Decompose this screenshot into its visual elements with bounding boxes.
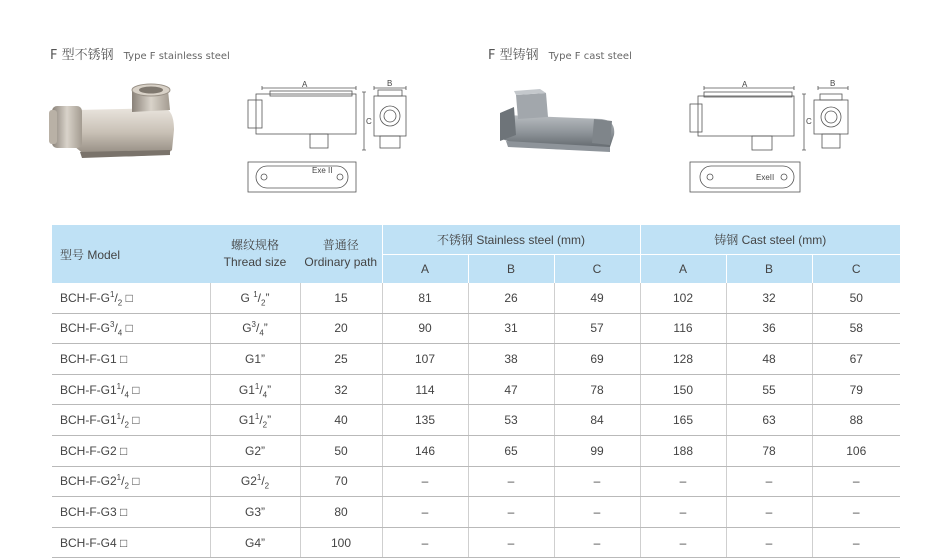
cell-cast-a: 128 [640,344,726,375]
header-cast-a: A [640,255,726,284]
thread-sub: 2 [262,420,268,430]
thread-sub: 4 [259,328,264,338]
thread-base: G1 [244,351,261,366]
cell-cast-b: 78 [726,435,812,466]
model-sup: 1 [110,289,115,299]
model-base: BCH-F-G2 [60,443,117,458]
cell-model [52,344,210,375]
cell-cast-a: – [640,466,726,497]
spec-table-body [52,283,900,558]
cell-stainless-a: – [382,497,468,528]
stainless-section-title [50,44,230,63]
model-sup: 3 [110,320,115,330]
stainless-dimension-drawing [246,78,416,198]
thread-base: G3 [244,504,261,519]
thread-tail: ” [267,413,272,428]
thread-frac: / [259,382,263,397]
cell-ordinary-path: 32 [300,374,382,405]
cell-cast-b: 48 [726,344,812,375]
model-base: BCH-F-G3 [60,504,117,519]
thread-sup: 3 [251,320,256,330]
header-thread-en: Thread size [223,255,287,269]
header-stainless-b: B [468,255,554,284]
stainless-dim-a: A [302,80,308,89]
model-frac: / [114,290,118,305]
cell-stainless-c: 69 [554,344,640,375]
stainless-title-en: Type F stainless steel [123,51,230,62]
cell-stainless-b: – [468,497,554,528]
cast-section-title [488,44,632,63]
cell-thread-size [210,497,300,528]
cell-model [52,374,210,405]
cell-stainless-a: 90 [382,313,468,344]
stainless-title-zh: F 型不锈钢 [50,48,114,63]
stainless-dim-c: C [366,117,372,126]
model-sub: 2 [124,420,129,430]
cell-cast-b: 36 [726,313,812,344]
thread-sub: 4 [262,389,268,399]
table-row [52,497,900,528]
model-frac: / [121,382,125,397]
model-sup: 1 [116,412,122,422]
cell-thread-size [210,313,300,344]
cell-stainless-c: – [554,527,640,558]
cast-title-en: Type F cast steel [548,51,632,62]
model-frac: / [114,321,118,336]
cell-stainless-a: 107 [382,344,468,375]
table-row [52,527,900,558]
cell-ordinary-path: 50 [300,435,382,466]
thread-frac: / [257,290,261,305]
model-base: BCH-F-G4 [60,535,117,550]
cell-ordinary-path: 100 [300,527,382,558]
cell-model [52,435,210,466]
cell-model [52,497,210,528]
model-box: □ [116,443,128,458]
cell-cast-b: 55 [726,374,812,405]
cell-thread-size [210,466,300,497]
thread-base: G [240,290,254,305]
thread-tail: ” [267,382,272,397]
header-cast-c: C [812,255,900,284]
cell-model [52,313,210,344]
cast-product-photo [494,85,619,160]
header-path-en: Ordinary path [304,255,378,269]
cell-ordinary-path: 80 [300,497,382,528]
cell-cast-c: – [812,527,900,558]
cell-stainless-a: 114 [382,374,468,405]
model-box: □ [128,413,140,428]
thread-sub: 2 [264,481,270,491]
cell-stainless-c: – [554,466,640,497]
cell-stainless-b: 26 [468,283,554,313]
model-sub: 2 [117,298,123,308]
cast-title-zh: F 型铸钢 [488,48,539,63]
thread-tail: ” [265,290,270,305]
header-path-zh: 普通径 [322,238,359,252]
cast-dim-c: C [806,117,812,126]
cell-stainless-c: 49 [554,283,640,313]
header-stainless-group: 不锈钢 Stainless steel (mm) [382,225,640,255]
cell-cast-c: 67 [812,344,900,375]
cell-stainless-a: – [382,527,468,558]
model-sup: 1 [116,473,122,483]
model-box: □ [122,321,133,336]
model-base: BCH-F-G2 [60,474,117,489]
header-model: 型号 Model [52,225,210,283]
header-stainless-a: A [382,255,468,284]
cell-stainless-b: 38 [468,344,554,375]
header-stainless-c: C [554,255,640,284]
cell-cast-c: – [812,466,900,497]
thread-frac: / [256,321,260,336]
cell-thread-size [210,527,300,558]
thread-base: G1 [238,413,255,428]
cell-thread-size [210,405,300,436]
cell-cast-c: 58 [812,313,900,344]
cell-stainless-c: 78 [554,374,640,405]
model-box: □ [116,351,128,366]
cell-model [52,527,210,558]
model-sub: 2 [124,481,129,491]
cast-dim-b: B [830,79,836,88]
cell-thread-size [210,283,300,313]
cell-stainless-c: – [554,497,640,528]
cast-dim-a: A [742,80,748,89]
thread-frac: / [259,413,263,428]
cell-model [52,283,210,313]
cell-thread-size [210,374,300,405]
cell-stainless-a: 135 [382,405,468,436]
thread-sup: 1 [253,289,258,299]
model-base: BCH-F-G [60,290,110,305]
thread-base: G2 [240,474,257,489]
model-sub: 4 [124,389,129,399]
thread-base: G1 [238,382,255,397]
cast-nameplate-label: ExeII [756,173,775,182]
cell-stainless-b: – [468,527,554,558]
header-thread-size [210,225,300,283]
table-row [52,313,900,344]
model-box: □ [116,535,128,550]
cell-stainless-c: 99 [554,435,640,466]
cell-cast-a: – [640,497,726,528]
cell-stainless-b: 47 [468,374,554,405]
thread-tail: ” [263,321,268,336]
model-base: BCH-F-G1 [60,351,117,366]
thread-sup: 1 [254,381,260,391]
header-ordinary-path [300,225,382,283]
model-sub: 4 [117,328,123,338]
thread-sup: 1 [254,412,260,422]
cell-model [52,466,210,497]
thread-sub: 2 [261,298,266,308]
cell-ordinary-path: 15 [300,283,382,313]
cell-stainless-c: 84 [554,405,640,436]
model-frac: / [121,413,125,428]
cell-cast-b: 32 [726,283,812,313]
cell-cast-b: – [726,466,812,497]
thread-tail: ” [261,535,265,550]
cell-cast-b: 63 [726,405,812,436]
model-box: □ [128,474,140,489]
table-row [52,435,900,466]
thread-frac: / [261,474,265,489]
cell-stainless-b: 31 [468,313,554,344]
cell-stainless-a: 81 [382,283,468,313]
header-cast-b: B [726,255,812,284]
table-row [52,344,900,375]
model-box: □ [116,504,128,519]
cell-cast-a: 102 [640,283,726,313]
model-box: □ [122,290,133,305]
table-row [52,283,900,313]
model-frac: / [121,474,125,489]
stainless-dim-b: B [387,79,393,88]
spec-table [52,225,900,558]
cell-stainless-b: 53 [468,405,554,436]
table-row [52,374,900,405]
cell-cast-c: 79 [812,374,900,405]
thread-base: G4 [244,535,261,550]
cell-cast-c: 50 [812,283,900,313]
stainless-product-photo [46,80,181,165]
cell-ordinary-path: 25 [300,344,382,375]
table-row [52,405,900,436]
cell-stainless-c: 57 [554,313,640,344]
model-base: BCH-F-G1 [60,413,117,428]
cell-cast-a: 165 [640,405,726,436]
stainless-nameplate-label: Exe II [312,166,333,175]
cell-ordinary-path: 40 [300,405,382,436]
cell-cast-c: – [812,497,900,528]
cell-thread-size [210,344,300,375]
cell-cast-a: 150 [640,374,726,405]
thread-base: G [242,321,252,336]
cell-thread-size [210,435,300,466]
table-row [52,466,900,497]
cell-cast-a: – [640,527,726,558]
cell-stainless-a: – [382,466,468,497]
model-box: □ [128,382,140,397]
cell-stainless-a: 146 [382,435,468,466]
cell-cast-b: – [726,497,812,528]
cell-stainless-b: 65 [468,435,554,466]
cell-cast-b: – [726,527,812,558]
header-cast-group: 铸钢 Cast steel (mm) [640,225,900,255]
cell-cast-a: 188 [640,435,726,466]
thread-sup: 1 [256,473,262,483]
thread-tail: ” [261,504,265,519]
header-thread-zh: 螺纹规格 [230,238,279,252]
cell-ordinary-path: 20 [300,313,382,344]
model-base: BCH-F-G1 [60,382,117,397]
cell-ordinary-path: 70 [300,466,382,497]
thread-tail: ” [261,351,265,366]
cell-stainless-b: – [468,466,554,497]
thread-tail: ” [261,443,265,458]
thread-base: G2 [244,443,261,458]
cell-cast-a: 116 [640,313,726,344]
cell-model [52,405,210,436]
model-base: BCH-F-G [60,321,110,336]
cell-cast-c: 88 [812,405,900,436]
cell-cast-c: 106 [812,435,900,466]
model-sup: 1 [116,381,122,391]
cast-dimension-drawing [686,78,866,198]
